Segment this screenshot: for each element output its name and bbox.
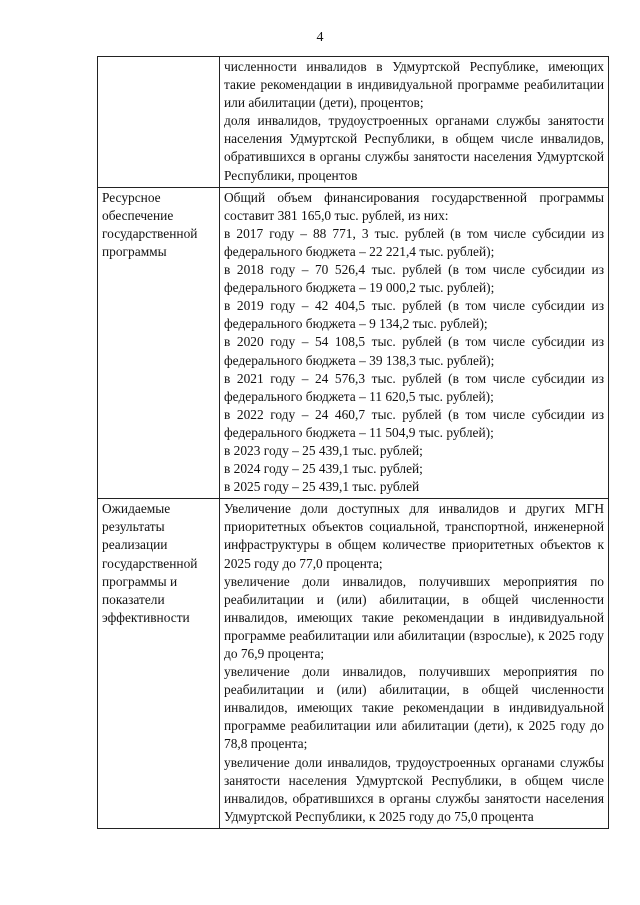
paragraph: в 2024 году – 25 439,1 тыс. рублей;	[224, 461, 423, 477]
row-label: Ожидаемые результаты реализации государственной программы и показатели эффективности	[98, 499, 220, 829]
row-label	[98, 57, 220, 188]
paragraph: в 2018 году – 70 526,4 тыс. рублей (в том числе субсидии из федерального бюджета – 19 000,2 тыс. рублей);	[224, 262, 604, 296]
paragraph: в 2019 году – 42 404,5 тыс. рублей (в том числе субсидии из федерального бюджета – 9 134,2 тыс. рублей);	[224, 298, 604, 332]
paragraph: в 2022 году – 24 460,7 тыс. рублей (в том числе субсидии из федерального бюджета – 11 504,9 тыс. рублей);	[224, 406, 604, 440]
paragraph: Увеличение доли доступных для инвалидов и других МГН приоритетных объектов социальной, транспортной, инженерной инфраструктуры в общем количестве приоритетных объектов к 2025 году до 77,0 процента;	[224, 501, 604, 571]
page-number: 4	[316, 30, 324, 45]
paragraph: Общий объем финансирования государственной программы составит 381 165,0 тыс. рублей, из них:	[224, 189, 604, 223]
paragraph: численности инвалидов в Удмуртской Республике, имеющих такие рекомендации в индивидуальной программе реабилитации или абилитации (дети), процентов;	[224, 59, 604, 111]
paragraph: в 2017 году – 88 771, 3 тыс. рублей (в том числе субсидии из федерального бюджета – 22 221,4 тыс. рублей);	[224, 225, 604, 259]
table-row	[98, 187, 609, 499]
paragraph: увеличение доли инвалидов, получивших мероприятия по реабилитации и (или) абилитации, в общей численности инвалидов, имеющих такие рекомендации в индивидуальной программе реабилитации или абилитации (взрослые), к 2025 году до 76,9 процента;	[224, 573, 604, 661]
row-content	[220, 57, 609, 188]
paragraph: доля инвалидов, трудоустроенных органами службы занятости населения Удмуртской Республики, в общем числе инвалидов, обратившихся в органы службы занятости населения Удмуртской Республики, процентов	[224, 113, 604, 183]
paragraph: в 2020 году – 54 108,5 тыс. рублей (в том числе субсидии из федерального бюджета – 39 138,3 тыс. рублей);	[224, 334, 604, 368]
row-content	[220, 187, 609, 499]
paragraph: увеличение доли инвалидов, трудоустроенных органами службы занятости населения Удмуртской Республики, в общем числе инвалидов, обратившихся в органы службы занятости населения Удмуртской Республики, к 2025 году до 75,0 процента	[224, 754, 604, 824]
paragraph: в 2025 году – 25 439,1 тыс. рублей	[224, 479, 420, 495]
row-label: Ресурсное обеспечение государственной программы	[98, 187, 220, 499]
table-row	[98, 57, 609, 188]
program-passport-table	[97, 56, 609, 829]
paragraph: в 2021 году – 24 576,3 тыс. рублей (в том числе субсидии из федерального бюджета – 11 620,5 тыс. рублей);	[224, 370, 604, 404]
paragraph: увеличение доли инвалидов, получивших мероприятия по реабилитации и (или) абилитации, в общей численности инвалидов, имеющих такие рекомендации в индивидуальной программе реабилитации или абилитации (дети), к 2025 году до 78,8 процента;	[224, 664, 604, 752]
table-row	[98, 499, 609, 829]
row-content	[220, 499, 609, 829]
paragraph: в 2023 году – 25 439,1 тыс. рублей;	[224, 442, 423, 458]
